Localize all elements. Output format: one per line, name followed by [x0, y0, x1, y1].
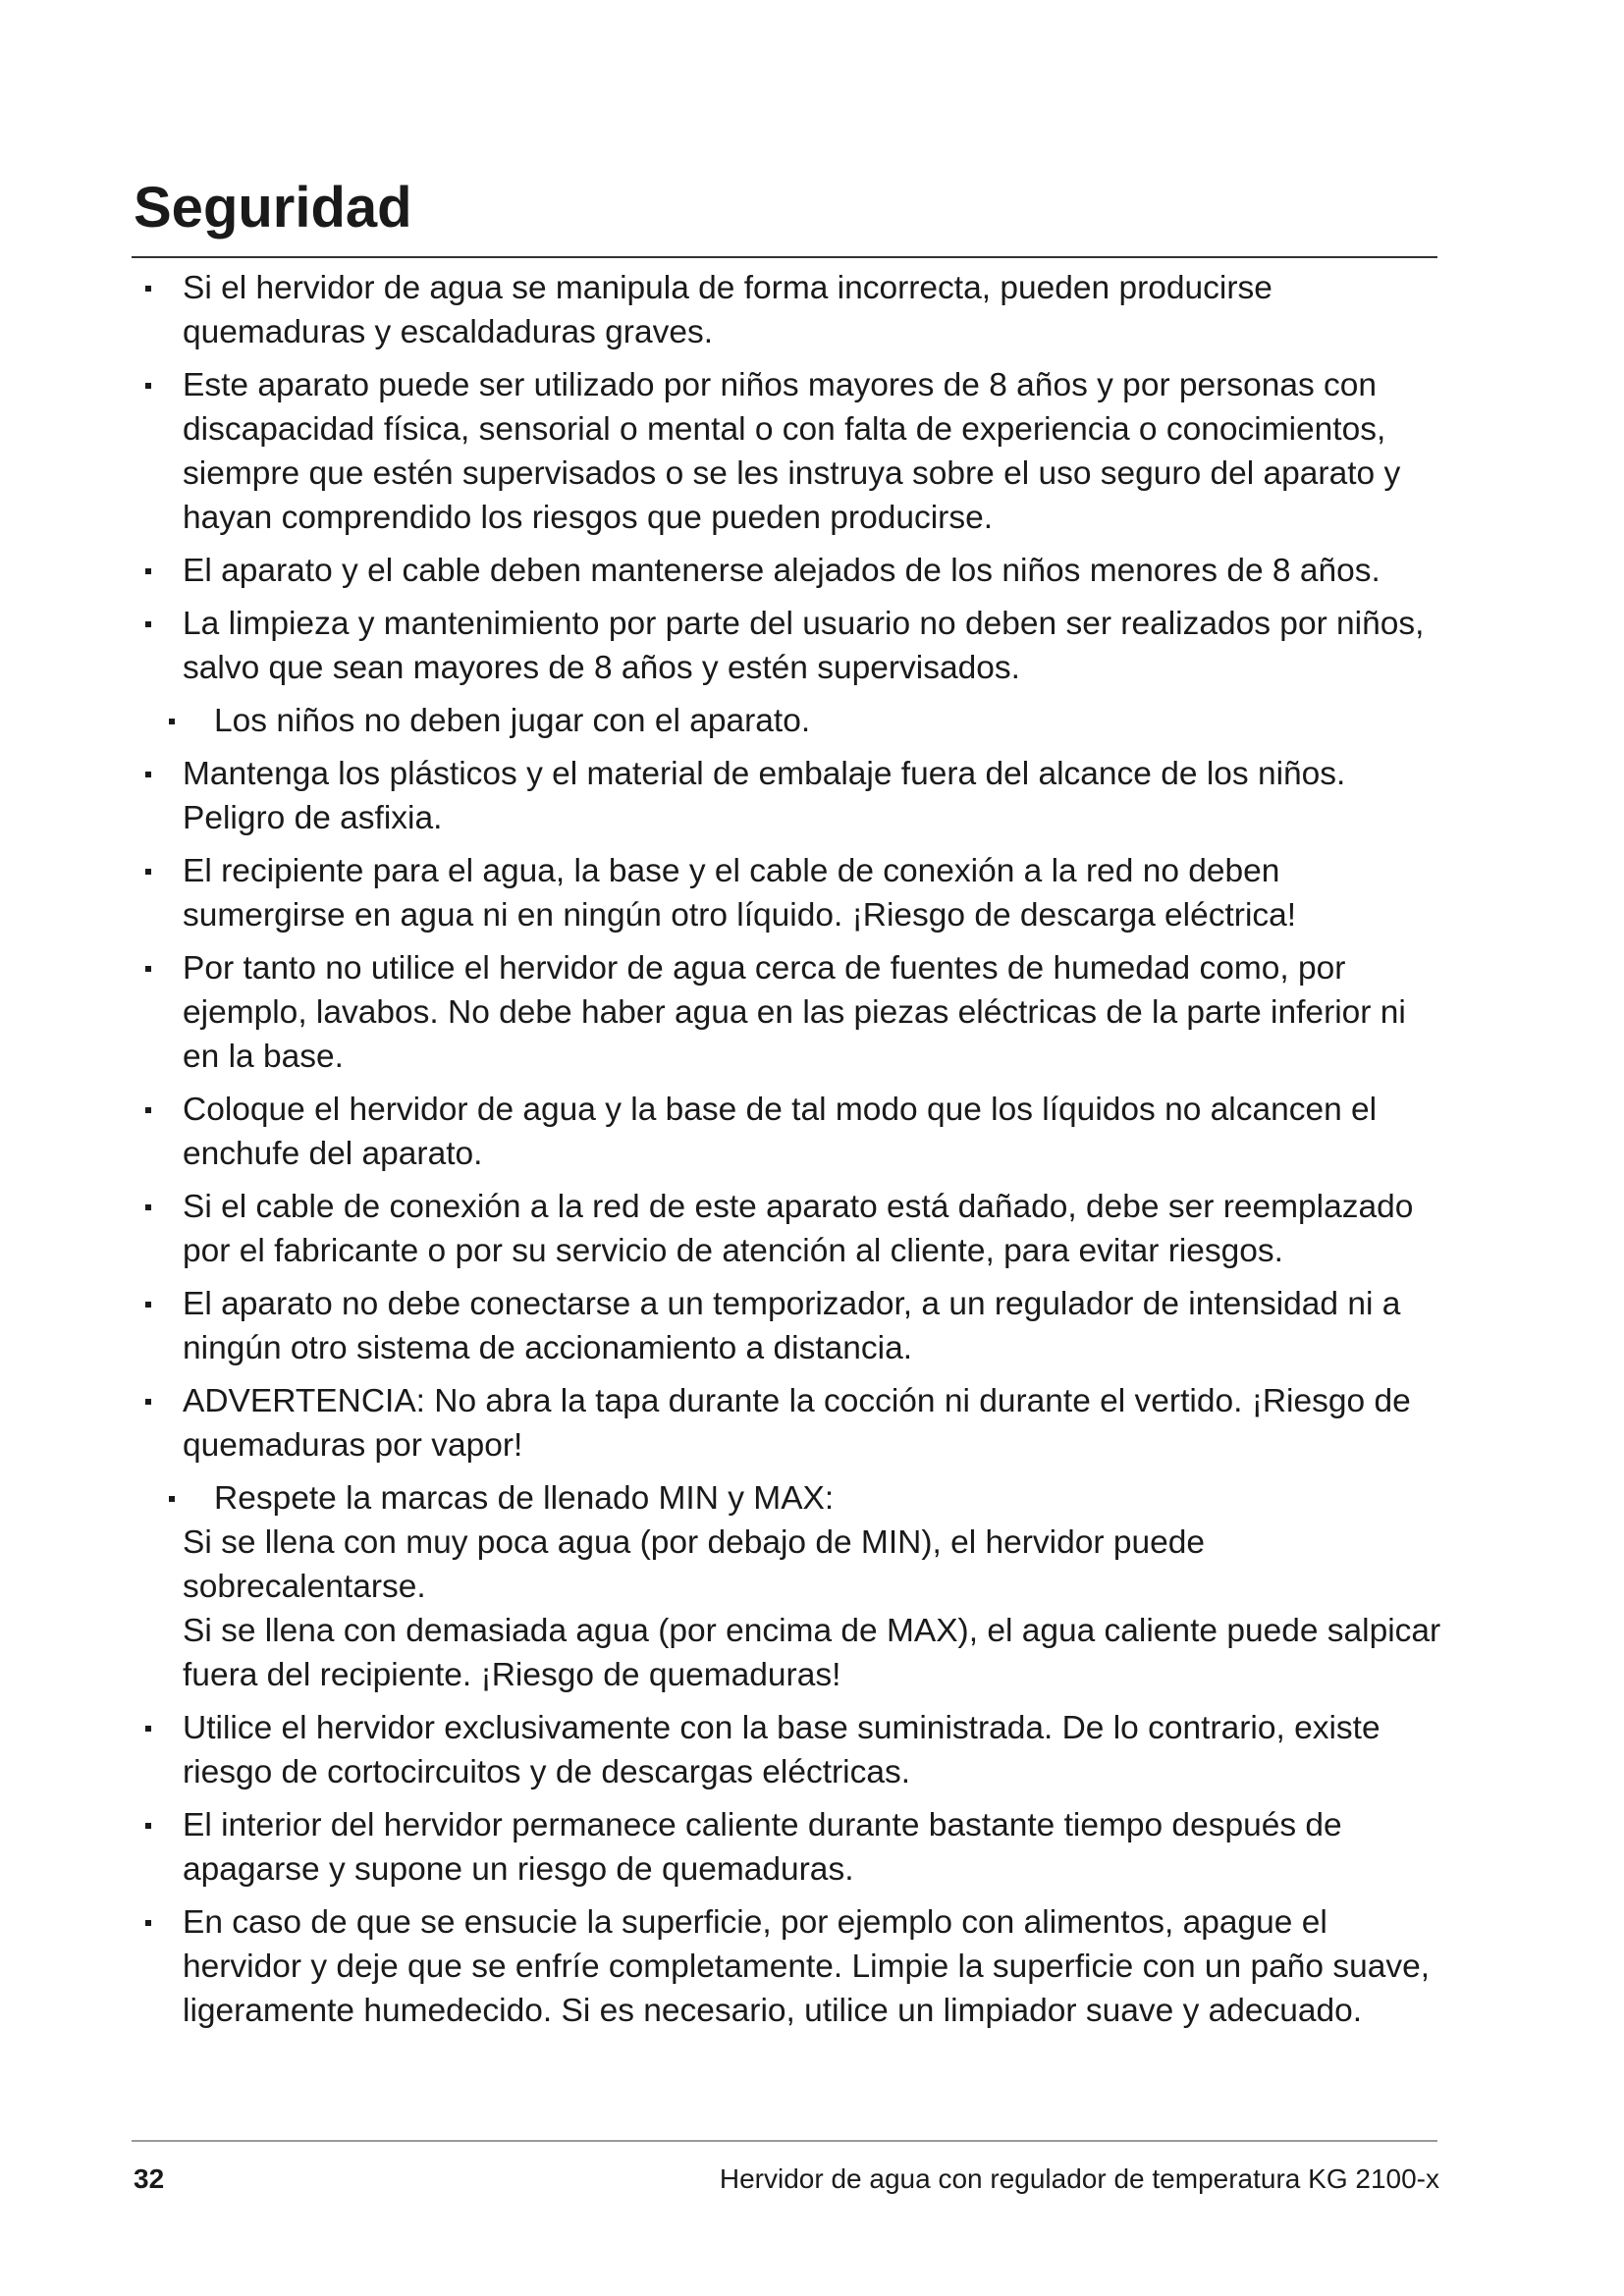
list-item [132, 1476, 1447, 1697]
list-item-text: Por tanto no utilice el hervidor de agua cerca de fuentes de humedad como, por ejemplo, lavabos. No debe haber agua en las piezas eléctricas de la parte inferior ni en la base. [183, 950, 1406, 1075]
bullet-icon [145, 966, 151, 972]
bullet-icon [145, 568, 151, 574]
title-divider [132, 256, 1437, 258]
list-item-text: Utilice el hervidor exclusivamente con la base suministrada. De lo contrario, existe riesgo de cortocircuitos y de descargas eléctricas. [183, 1710, 1380, 1790]
list-item [132, 1900, 1447, 2033]
list-item [132, 1706, 1447, 1794]
list-item-text: Este aparato puede ser utilizado por niños mayores de 8 años y por personas con discapacidad física, sensorial o mental o con falta de experiencia o conocimientos, siempre que estén supervisados o se les instruya sobre el uso seguro del aparato y hayan comprendido los riesgos que pueden producirse. [183, 367, 1401, 536]
bullet-icon [169, 719, 175, 724]
bullet-icon [145, 772, 151, 777]
list-item-text: La limpieza y mantenimiento por parte del usuario no deben ser realizados por niños, salvo que sean mayores de 8 años y estén supervisados. [183, 606, 1425, 686]
fill-marks-detail [183, 1521, 1447, 1697]
list-item [132, 946, 1447, 1079]
page-title: Seguridad [134, 176, 412, 240]
footer-divider [132, 2140, 1437, 2142]
bullet-icon [145, 1204, 151, 1210]
bullet-icon [145, 383, 151, 389]
list-item [132, 1803, 1447, 1892]
list-item-text: Respete la marcas de llenado MIN y MAX: [214, 1480, 835, 1517]
list-item-text: Coloque el hervidor de agua y la base de tal modo que los líquidos no alcancen el enchufe del aparato. [183, 1092, 1378, 1172]
list-item [132, 266, 1447, 354]
bullet-icon [145, 1823, 151, 1829]
list-item-text: ADVERTENCIA: No abra la tapa durante la cocción ni durante el vertido. ¡Riesgo de quemaduras por vapor! [183, 1383, 1411, 1464]
bullet-icon [145, 621, 151, 627]
fill-min-warning: Si se llena con muy poca agua (por debajo de MIN), el hervidor puede sobrecalentarse. [183, 1524, 1205, 1605]
list-item [132, 1185, 1447, 1273]
list-item [132, 363, 1447, 540]
list-item [132, 1379, 1447, 1468]
footer-title: Hervidor de agua con regulador de temperatura KG 2100-x [719, 2163, 1439, 2194]
list-item [132, 549, 1447, 593]
list-item-text: Si el hervidor de agua se manipula de forma incorrecta, pueden producirse quemaduras y escaldaduras graves. [183, 270, 1272, 350]
list-item [132, 1282, 1447, 1370]
bullet-icon [145, 1302, 151, 1308]
list-item [132, 602, 1447, 690]
bullet-icon [145, 1920, 151, 1926]
list-item [132, 1088, 1447, 1176]
bullet-icon [145, 1726, 151, 1732]
list-item-text: En caso de que se ensucie la superficie, por ejemplo con alimentos, apague el hervidor y deje que se enfríe completamente. Limpie la superficie con un paño suave, ligeramente humedecido. Si es necesario, utilice un limpiador suave y adecuado. [183, 1904, 1431, 2029]
bullet-icon [145, 286, 151, 292]
list-item [132, 699, 1447, 743]
list-item-text: Mantenga los plásticos y el material de embalaje fuera del alcance de los niños. Peligro de asfixia. [183, 756, 1346, 836]
fill-max-warning: Si se llena con demasiada agua (por encima de MAX), el agua caliente puede salpicar fuera del recipiente. ¡Riesgo de quemaduras! [183, 1613, 1441, 1693]
list-item-text: El interior del hervidor permanece caliente durante bastante tiempo después de apagarse y supone un riesgo de quemaduras. [183, 1807, 1342, 1888]
list-item-text: El recipiente para el agua, la base y el cable de conexión a la red no deben sumergirse en agua ni en ningún otro líquido. ¡Riesgo de descarga eléctrica! [183, 853, 1297, 934]
bullet-icon [169, 1496, 175, 1502]
list-item-text: Los niños no deben jugar con el aparato. [214, 703, 811, 739]
safety-list [132, 266, 1447, 2042]
list-item-text: El aparato y el cable deben mantenerse alejados de los niños menores de 8 años. [183, 553, 1380, 589]
page-number: 32 [134, 2163, 165, 2194]
list-item [132, 752, 1447, 840]
list-item [132, 849, 1447, 937]
list-item-text: El aparato no debe conectarse a un temporizador, a un regulador de intensidad ni a ningún otro sistema de accionamiento a distancia. [183, 1286, 1401, 1366]
bullet-icon [145, 1399, 151, 1405]
bullet-icon [145, 1107, 151, 1113]
list-item-text: Si el cable de conexión a la red de este aparato está dañado, debe ser reemplazado por el fabricante o por su servicio de atención al cliente, para evitar riesgos. [183, 1189, 1414, 1269]
bullet-icon [145, 869, 151, 875]
